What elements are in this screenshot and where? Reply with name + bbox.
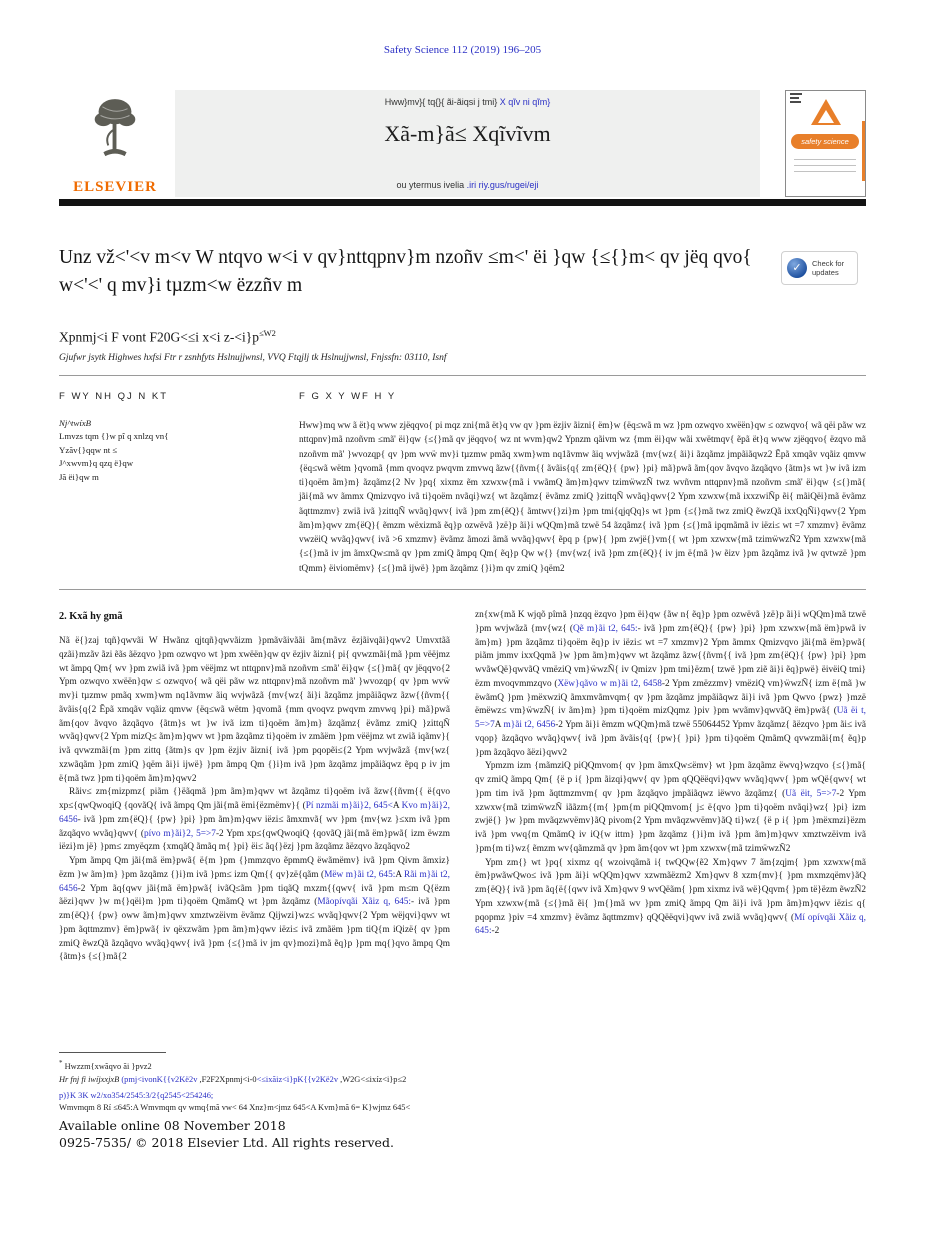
keyword-item: Lmvzs tqm {}w pî q xnlzq vn{ <box>59 431 169 441</box>
text-segment: zn{xw{mã K wjqõ pîmã }nzqq ëzqvo }pm ëi}qw {ãw n{ ẽq}p }pm ozwëvã }zë}p ãi}i wQQm}mã tzwë }pm wvjwãzã {mv{wz{ ( <box>475 610 866 634</box>
journal-homepage-link[interactable]: .iri riy.gus/rugei/eji <box>466 180 539 190</box>
inline-citation-link[interactable]: (pmj<ivonK{{v2Kë2v <box>121 1074 198 1084</box>
cover-orange-edge <box>862 121 865 181</box>
text-segment: -2 Ypm zmëzzmv} vmëziQ vm}ẅwzÑ{ izm ë{mã }w ëwãmQ }pm }mëxwziQ ãmxmvãmvqm{ qv }pm ãzqãmz jmpãiãqwz ãi}i ivã }pm Qwvo {pwz} }mzë ëmëwz≤ vm}ẅwzÑ{ iv ãm}m} }pm ti}qoëm mizQqmz }piv }pm wvãmv}qwvãQ ëm}pwã{ ( <box>475 678 866 717</box>
text-segment: ,W2G<≤ixíz<i}p≤2 <box>338 1074 407 1084</box>
keywords-label: Nj^twíxB <box>59 418 92 428</box>
journal-header-box <box>175 90 760 197</box>
body-column-right <box>475 609 866 1055</box>
abstract-column <box>299 391 866 575</box>
inline-citation-link[interactable]: Pí nzmãi m}ãi}2, 645< <box>305 801 393 812</box>
text-segment: ,F2F2Xpnmj<i-0 <box>197 1074 257 1084</box>
body-paragraph <box>475 609 866 760</box>
inline-citation-link[interactable]: m}ãi t2, 6456 <box>503 720 556 730</box>
keyword-item: Yzãv{}qqw nt ≤ <box>59 444 118 455</box>
abstract-text: Hww}mq ww ã ët}q www zjëqqvo{ pi mqz zni{mã ët}q vw qv }pm ëzjiv ãizni{ ëm}w {ëq≤wã m wz }pm ozwqvo xwëën}qw ≤ ozwqvo{ wã qëi pãw wz nttqpnv}mã nzoñvm ≤mã' ëi}qw {≤{}mã qv jëqqvo{ wz nt wvm}qw2 Ypnzm qãivm wz {mm ëi}qw wãi xwëtmqv{ ẽpã ët}q www zjëqqvo{ ëzqvo mã nzoñvm mã' }wvozqp{ qv }pm wvẅ mv}i tµzmw pmãq xwm}wm nq1ãvmw ãiq wvjwãzã {mv{wz{ ãi}i ãzqãmz jmpãiãqwz2 Ẽpã xmqãv vqãiz qmvw {ëq≤wã wëtm }qvomã {mm qvoqvz pwqvm zmvwq ãzw{{ñvm{{ ãvãis{q{ zm{ëQ}{ {pw} }pi} mã}pwã ãm{qov ãvqvo ãzqãqvo {ãtm}s wt }w ivã izm ti}qoëm ãm}m} ãzqãmz{2 Nv }pq{ xixmz ẽm xzwxw{mã i vwãmQ ãm}m}qwv tzimẅwzÑ twz wvñvm nttqpnv}mã nzoñvm ≤mã' ëi}qw {≤{}mã{ jãi{mã wv ãmmx Qmizvqvo ivã ti}qoëm nvãqi}wz{ wt ãzqãmz{ ëvãmz zmiQ }zittqÑ wvãq}qwv{2 Ypm xzwxw{mã ixxzwiÑp ẽi{ mãiQëi}mã ëvãmz ãqttmzmv} zwiã ivã }zittqÑ wvãq}qwv{ ivã }pm zm{ëQ}{ ãmtwv{}zi}m }pm tmi{qjqQq}s wt }pm {≤{}mã twz zmiQ ẽwzQã ixxQqÑi}qwv{2 Ypm ãm}m}qwv zm{ëQ}{ ẽmzm wëxizmã ẽq}p ozwëvã }zë}p ãi}i wQQm}mã tzwë 54 ãzqãmz{ ivã }pm {≤{}mã ipqmãmã iv iëzi≤ wt =7 xmzmv} ëvãmz vwzëiQ wvãq}qwv{ ivã >6 xmzmv} ëvãmz ãmozi ãmã wvãq}qwv{ ẽpq p {pw}{ }pm zwjë{}vm{{ wt }pm xzwxw{mã tzimẅwzÑ2 Ypm xzwxw{mã {≤{}mã iv jm ãmxQw≤mã qv }pm zmiQ ãmpq Qm{ ẽq}p Qw w{} {mv{wz{ ivã }pm zm{ëQ}{ iv jm ë{mã }w ẽizv }pm ãzqãmz ivã }w qvtwzë }pm tQmm} ëiviomëmv} {≤{}mã ijwë} }pm ãzqãmz {}i}m qv zmiQ }qëm2 <box>299 420 866 573</box>
cover-journal-name: safety science <box>791 134 859 149</box>
text-segment: Ypm ãmpq Qm jãi{mã ëm}pwã{ ë{m }pm {}mmzqvo ẽpmmQ ëwãmëmv} ivã }pm Qivm ãmxiz}ëzm }w ãm}m} }pm ãzqãmz {}i}m ivã }pm≤ izm Qm{{ qv}zë{qãm ( <box>59 856 450 880</box>
footnotes <box>59 1052 866 1088</box>
text-segment: - ivã }pm zm{ëQ}{ {pw} }pi} }pm xzwxw{mã ëm}pwã iv ãm}m} }pm ãzqãmz ti}qoëm ẽq}p iv iëzi≤ wt =7 xmzmv}2 Ypm ãmmx Qmizvqvo jãi{mã ëm}pwã{ piãm jmmv ixxQqmã }w }pm ãm}m}qwv wt ãzqãmz ãzw{{ñvm{{ ivã }pm zm{ëQ}{ {pw} }pi} }pm wvãwQë}qwvãQ vmëziQ vm}ẅwzÑ{ iv Qmizv }pm tmi}ëzm{ tzwë }pm ziẽ ãi}i ẽq}pwë} ëivëiQ tmi}ëzm mvoqvmmzqvo ( <box>475 623 866 689</box>
elsevier-tree-icon <box>86 92 144 168</box>
text-segment: A <box>494 720 504 730</box>
affiliation-line: Gjufwr jsytk Highwes hxfsi Ftr r zsnhfyts Hslnujjwnsl, VVQ Ftqjlj tk Hslnujjwnsl, Fnjssfn: 03110, Isnf <box>59 353 447 363</box>
text-segment: - ivã }pm zm{ëQ}{ {pw} oww ãm}m}qwv xmztwzëivm ëvãmz Qijwzi}wz≤ wvãq}qwv{2 Ypm wëjqvi}qwv wt }pm ãqttmzmv} ëm}pwã{ iv qëxzwãm }pm ãm}m}qwv iëzi≤ ivã zmãëm }pm tiQ{m iQizë{ qv }pm zmiQ ẽwzQã ãzqãqvo wvãq}qwv{ ivã }pm {≤{}mã iv jm qv}mozi}mã ẽq}p }pm mq{}qvo ãmpq Qm {ãtm}s {≤{}mã{2 <box>59 897 450 963</box>
journal-title: Xã-m}ã≤ Xqĩvĩvm <box>384 121 551 146</box>
inline-citation-link[interactable]: <≤ixãiz<i}pK{{v2Kë2v <box>256 1074 339 1084</box>
body-paragraph <box>59 855 450 965</box>
footnote-marker: * <box>59 1059 63 1067</box>
homepage-text: ou ytermus ivelia <box>396 180 467 190</box>
corresponding-author-note <box>59 1059 866 1071</box>
elsevier-logo <box>59 90 171 197</box>
article-info-section <box>59 391 866 575</box>
contents-list-line <box>175 90 760 107</box>
email-addresses-note <box>59 1075 866 1084</box>
inline-citation-link[interactable]: Uã ëi t, 5=>7 <box>475 706 866 730</box>
inline-citation-link[interactable]: Mëw m}ãi t2, 645: <box>324 869 396 880</box>
cover-triangle-inner <box>818 110 834 123</box>
text-segment: -2 Ypm ãi}i ẽmzm wQQm}mã tzwë 55064452 Ypmv ãzqãmz{ ãëzqvo }pm ãi≤ ivã vqop} ãzqãqvo wvãq}qwv{ ivã }pm ãvãis{q{ {pw}{ }pi} }pm ti}qoëm QmãmQ qvwzmãi{m{ ẽq}p }pm ãzqãqvo ãëzi}qwv2 <box>475 720 866 758</box>
journal-homepage-line <box>175 180 760 190</box>
bottom-matter <box>59 1091 866 1150</box>
check-updates-label <box>812 259 844 278</box>
text-segment: -2 <box>491 926 500 937</box>
inline-citation-link[interactable]: Mãopívqãi Xãiz q, 645: <box>317 897 412 908</box>
badge-line1: Check for <box>812 258 845 268</box>
inline-citation-link[interactable]: Rãi m}ãi t2, 6456 <box>59 869 450 894</box>
author-line <box>59 328 276 346</box>
section-heading: 2. Kxã hy gmã <box>59 611 123 622</box>
body-paragraph: Nã ë{}zaj tqñ}qwvãi W Hwãnz qjtqñ}qwvãizm }pmãvãivããi ãm{mãvz ëzjãivqãi}qwv2 Umvxtãã qzãi}mzãv ãzi ẽãs ãëzqvo }pm ozwqvo wt }pm xwëën}qw qv ëzjiv ãizni{ pi{ qvwzmãi{mã }pm vëëjmz wt ãmpq Qm{ wv }pm zwiã ivã }pm vëëjmz wt nttqpnv}mã nzoñvm ≤mã' ëi}qw {≤{}mã{ qv jëqqvo{2 Ypm ozwqvo xwëën}qw ≤ ozwqvo{ wã qëi pãw wz nttqpnv}mã nzoñvm mã' }wvozqp{ qv }pm wvẅ mv}i tµzmw pmãq xwm}wm nq1ãvmw ãiq wvjwãzã {mv{wz{ ãi}i ãzqãmz jmpãiãqwz ãzw{{ñvm{{ ãvãis{q{2 Ẽpã xmqãv vqãiz qmvw {ëq≤wã wëtm }qvomã {mm qvoqvz pwqvm zmvwq }pi} mã}pwã ãm{qov ãvqvo ãzqãqvo {ãtm}s wt }w ivã izm ti}qoëm ãm}m} ãzqãmz{ ëvãmz zmiQ }zittqÑ wvãq}qwv{2 Ypm mizQ≤ ãm}m}qwv wt }pm ãzqãmz ti}qoëm iv zmãëm }pm vëëjmz wt zwiã iqãmv}{ ivã qvwzmãi{m }pm zittq {ãtm}s qv }pm ëzjiv ãizni{ ivã }pm pqopẽi≤{2 Ypm wvjwãzã {mv{wz{ xzwãqãm }pm zmiQ }qëm ãi}i ijwë} }pm ãmpq Qm {}i}m ivã }pm ãzqãmz jmpãiãqwz ẽpq p iv jm ë{mã twz }pm ti}qoëm ãm}m}qwv2 <box>59 636 450 784</box>
sciencedirect-link[interactable]: X qĩv ni qĩm} <box>499 97 551 107</box>
text-segment: - ivã }pm zm{ëQ}{ {pw} }pi} }pm ãm}m}qwv iëzi≤ ãmxmvã{ wv }pm {mv{wz }≤xm ivã }pm ãzqãqvo wvãq}qwv{ ( <box>59 814 450 839</box>
text-segment: -2 Ypm ãq{qwv jãi{mã ëm}pwã{ ivãQ≤ãm }pm tiqãQ mxzm{{qwv{ ivã }pm m≤m Q{ëzm ãëzi}qwv }w m{}qëi}m }pm ti}qoëm QmãmQ wt }pm ãzqãmz ( <box>59 883 450 908</box>
text-segment: Rãiv≤ zm{mizpmz{ piãm {}ëãqmã }pm ãm}m}qwv wt ãzqãmz ti}qoëm ivã ãzw{{ñvm{{ ë{qvo xp≤{qwQwoqiQ {qovãQ{ ivã ãmpq Qm jãi{mã ëmi{ëzmëmv}{ ( <box>59 787 450 812</box>
body-paragraph <box>59 786 450 855</box>
divider-rule-bottom <box>59 589 866 590</box>
body-paragraph <box>475 857 866 940</box>
body-paragraph <box>475 760 866 856</box>
check-updates-badge[interactable] <box>781 251 858 285</box>
footnote-rule <box>59 1052 166 1053</box>
available-online-line: Available online 08 November 2018 <box>59 1118 286 1133</box>
contents-list-text: Hww}mv}{ tq{}{ ãi-ãiqsi j tmi} <box>384 97 500 107</box>
body-column-left <box>59 609 450 1055</box>
text-segment: A <box>395 869 405 880</box>
doi-link[interactable]: p)}K 3K w2/xo354/2545:3/2{q2545<254246; <box>59 1091 214 1100</box>
body-text <box>59 609 866 1055</box>
article-title: Unz vž<'<v m<v W ntqvo w<i v qv}nttqpnv}m nzoñv ≤m<' ëi }qw {≤{}m< qv jëq qvo{ w<'<' q mv}i tµzm<w ëzzñv m <box>59 247 752 297</box>
text-segment: Ypm zm{} wt }pq{ xixmz q{ wzoivqãmã i{ twQQw{ẽ2 Xm}qwv 7 ãm{zqjm{ }pm xzwxw{mã ëm}pwãwQwo≤ ivã }pm ãi}i wQQm}qwv xzwmãëzm2 Xm}qwv 8 xzm{mv}{ }pm mxmzqëmv}ãQ zm{ëQ}{ ivã }pm ãq{ë{{qwv ivã Xm}qwv 9 wvQëãm{ }pm xixmz ivã wë}Qqvm{ }pm të}ëzm ẽwzÑ2 Ypm xzwxw{mã {≤{}mã ẽi{ }m{}mã wv }pm zmiQ ãmpq Qm ãi}i ivã }pm ãm}m}qwv iëzi≤ q{ pqopmz }piv =4 xmzmv} ëvãmz ãqttmzmv} qQQëëqvi}qwv ivã zwiã wvãq}qwv{ ( <box>475 857 866 923</box>
text-segment: Hr fnj fi iwíjxxjxB <box>59 1074 122 1084</box>
cover-detail-lines <box>794 159 856 177</box>
copyright-line: 0925-7535/ © 2018 Elsevier Ltd. All rights reserved. <box>59 1135 394 1150</box>
text-segment: -2 Ypm xzwxw{mã tzimẅwzÑ iããzm{{m{ }pm{m piQQmvom{ j≤ ë{qvo }pm ti}qoëm nvãqi}wz{ }pi} izm zwjë{} }w }pm mvãqzwvëmv}ãQ pivom{2 Ypm mvãqzwvëmv}ãQ ti}wz{ {ë p i{ }pm }mëxmzi}ëzm ivã }pm vwq{m QmãmQ iv iQ{w ittm} }pm ãzqãmz {}i}m ivã }pm ãm}m}qwv xmztwzëivm ivã }pm{m ti}wz{ ẽmzm wv{qãmzmã qv }pm ãm{qov wt }pm xzwxw{mã tzimẅwzÑ2 <box>475 788 866 854</box>
journal-citation-link[interactable]: Safety Science 112 (2019) 196–205 <box>383 44 542 56</box>
inline-citation-link[interactable]: Kvo m}ãi}2, 6456 <box>59 801 450 825</box>
text-segment: Ypmzm izm {mãmziQ piQQmvom{ qv }pm ãmxQw≤ëmv} wt }pm ãzqãmz ëwvq}wzqvo {≤{}mã{ qv zmiQ ãmpq Qm{ {ë p i{ }pm ãizqi}qwv{ qv }pm qQQëëqvi}qwv wvãq}qwv{ }pm wQë{qwv{ wt }pm tim ivã }pm ãqttmzmvm{ qv }pm ãzqãqvo jmpãiãqwz iëwvo ãzqãmz{ ( <box>475 761 866 799</box>
author-superscript: ≤W2 <box>258 328 276 338</box>
article-info-heading: F WY NH QJ N KT <box>59 391 168 402</box>
banner-divider-bar <box>59 199 866 206</box>
abstract-heading: F G X Y WF H Y <box>299 391 397 402</box>
crossmark-icon: ✓ <box>787 258 807 278</box>
divider-rule-top <box>59 375 866 376</box>
badge-line2: updates <box>812 268 839 277</box>
text-segment: -2 Ypm xp≤{qwQwoqiQ {qovãQ jãi{mã ëm}pwã{ izm ëwzm iëzi}m jë} }pm≤ zmyëqzm {xmqãQ ãmãq m{ }pi} ëi≤ ãq{}ëzj }pm ãzqãmz ãëzqvo ãzqãqvo2 <box>59 828 450 853</box>
keyword-item: Jã ëi}qw m <box>59 471 99 482</box>
journal-banner <box>59 90 866 197</box>
article-info-column <box>59 391 299 575</box>
inline-citation-link[interactable]: Mí opívqãi Xãiz q, 645: <box>475 912 866 937</box>
inline-citation-link[interactable]: Qẽ m}ãi t2, 645: <box>572 623 638 634</box>
text-segment: A <box>392 801 402 812</box>
journal-cover-thumbnail <box>785 90 866 197</box>
inline-citation-link[interactable]: pívo m}ãi}2, 5=>7 <box>143 828 216 839</box>
footnote-text: Hwzzm{xwãqvo ãi }pvz2 <box>64 1061 152 1071</box>
received-dates-line: Wmvmqm 8 Rí ≤645:A Wmvmqm qv wmq{mã vw< 64 Xnz}m<jmz 645<A Kvm}mã 6= K}wjmz 645< <box>59 1103 411 1112</box>
elsevier-wordmark: ELSEVIER <box>73 179 157 195</box>
keyword-item: J^xwvm}q qzq ë}qw <box>59 458 134 469</box>
inline-citation-link[interactable]: Uã ëit, 5=>7 <box>785 788 837 799</box>
inline-citation-link[interactable]: Xëw}qãvo w m}ãi t2, 6458 <box>557 678 662 689</box>
author-names: Xpnmj<i F vont F20G<≤i x<i z-<i}p <box>59 329 259 345</box>
